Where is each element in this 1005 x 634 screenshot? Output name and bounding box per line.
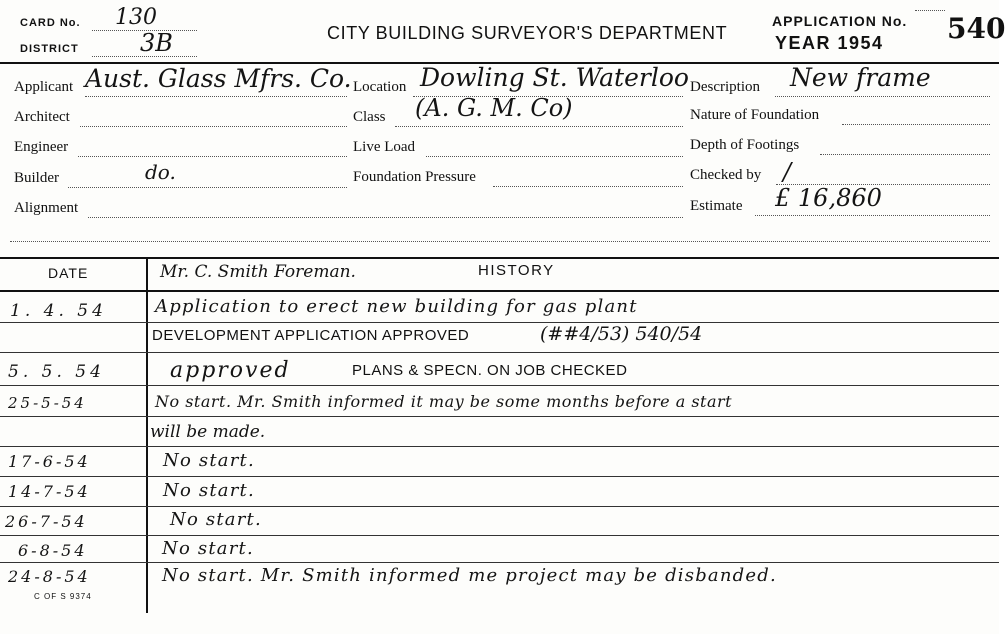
year-label: YEAR 1954 xyxy=(775,33,884,53)
district-label: DISTRICT xyxy=(20,43,79,55)
district-value: 3B xyxy=(140,29,173,57)
applicant-line xyxy=(85,96,347,97)
row-rule xyxy=(0,535,999,536)
date-column-header: DATE xyxy=(48,265,89,281)
history-column-header: HISTORY xyxy=(478,262,555,279)
development-approved-stamp: DEVELOPMENT APPLICATION APPROVED xyxy=(152,327,470,344)
description-value: New frame xyxy=(790,63,931,92)
location-value: Dowling St. Waterloo xyxy=(420,63,689,92)
row-rule xyxy=(0,322,999,323)
row-rule xyxy=(0,562,999,563)
foundation-pressure-label: Foundation Pressure xyxy=(353,169,476,185)
class-value: (A. G. M. Co) xyxy=(415,94,573,122)
alignment-label: Alignment xyxy=(14,200,79,216)
estimate-value: £ 16,860 xyxy=(775,184,882,212)
description-label: Description xyxy=(690,79,760,95)
application-no-line xyxy=(915,10,945,11)
class-label: Class xyxy=(353,109,386,125)
entry-text: No start. xyxy=(170,509,262,530)
architect-line xyxy=(80,126,347,127)
entry-text: Application to erect new building for gas plant xyxy=(155,296,638,317)
engineer-label: Engineer xyxy=(14,139,69,155)
alignment-line xyxy=(88,217,683,218)
entry-date: 17-6-54 xyxy=(8,452,91,471)
engineer-line xyxy=(78,156,347,157)
row-rule xyxy=(0,446,999,447)
plans-checked-stamp: PLANS & SPECN. ON JOB CHECKED xyxy=(352,362,628,379)
estimate-label: Estimate xyxy=(690,198,743,214)
entry-date: 6-8-54 xyxy=(18,541,88,560)
fields-bottom-line xyxy=(10,241,990,242)
row-rule xyxy=(0,476,999,477)
depth-of-footings-line xyxy=(820,154,990,155)
row-rule xyxy=(0,416,999,417)
entry-date: 26-7-54 xyxy=(5,512,88,531)
application-no-value: 540 xyxy=(947,12,1005,45)
applicant-label: Applicant xyxy=(14,79,74,95)
department-title: CITY BUILDING SURVEYOR'S DEPARTMENT xyxy=(327,23,728,43)
foreman-note: Mr. C. Smith Foreman. xyxy=(160,262,356,282)
live-load-line xyxy=(426,156,683,157)
builder-label: Builder xyxy=(14,170,59,186)
card-no-value: 130 xyxy=(115,5,157,30)
entry-text: No start. xyxy=(163,450,255,471)
history-header-rule xyxy=(0,290,999,292)
architect-label: Architect xyxy=(14,109,70,125)
applicant-value: Aust. Glass Mfrs. Co. xyxy=(85,64,352,93)
application-no-label: APPLICATION No. xyxy=(772,13,908,29)
entry-date: 14-7-54 xyxy=(8,482,91,501)
estimate-line xyxy=(755,215,990,216)
row-rule xyxy=(0,385,999,386)
date-column-divider xyxy=(146,258,148,613)
nature-of-foundation-line xyxy=(842,124,990,125)
card-no-label: CARD No. xyxy=(20,17,81,29)
foundation-pressure-line xyxy=(493,186,683,187)
entry-text: will be made. xyxy=(150,422,266,442)
entry-text: No start. Mr. Smith informed me project may be disbanded. xyxy=(162,565,777,586)
entry-date: 24-8-54 xyxy=(8,567,91,586)
row-rule xyxy=(0,506,999,507)
checked-by-label: Checked by xyxy=(690,167,762,183)
nature-of-foundation-label: Nature of Foundation xyxy=(690,107,820,123)
row-rule xyxy=(0,352,999,353)
history-top-rule xyxy=(0,257,999,259)
class-line xyxy=(395,126,683,127)
location-label: Location xyxy=(353,79,407,95)
checked-by-mark: / xyxy=(783,158,792,186)
form-code: C OF S 9374 xyxy=(34,592,92,601)
description-line xyxy=(775,96,990,97)
entry-text: No start. xyxy=(162,538,254,559)
entry-date: 25-5-54 xyxy=(8,394,87,412)
entry-date: 5. 5. 54 xyxy=(8,362,105,382)
builder-value: do. xyxy=(145,160,176,184)
builder-line xyxy=(68,187,347,188)
live-load-label: Live Load xyxy=(353,139,416,155)
depth-of-footings-label: Depth of Footings xyxy=(690,137,800,153)
entry-text: approved xyxy=(170,358,291,383)
entry-text: No start. xyxy=(163,480,255,501)
approval-reference: (##4/53) 540/54 xyxy=(540,323,703,345)
entry-text: No start. Mr. Smith informed it may be some months before a start xyxy=(155,392,733,411)
entry-date: 1. 4. 54 xyxy=(10,301,107,321)
